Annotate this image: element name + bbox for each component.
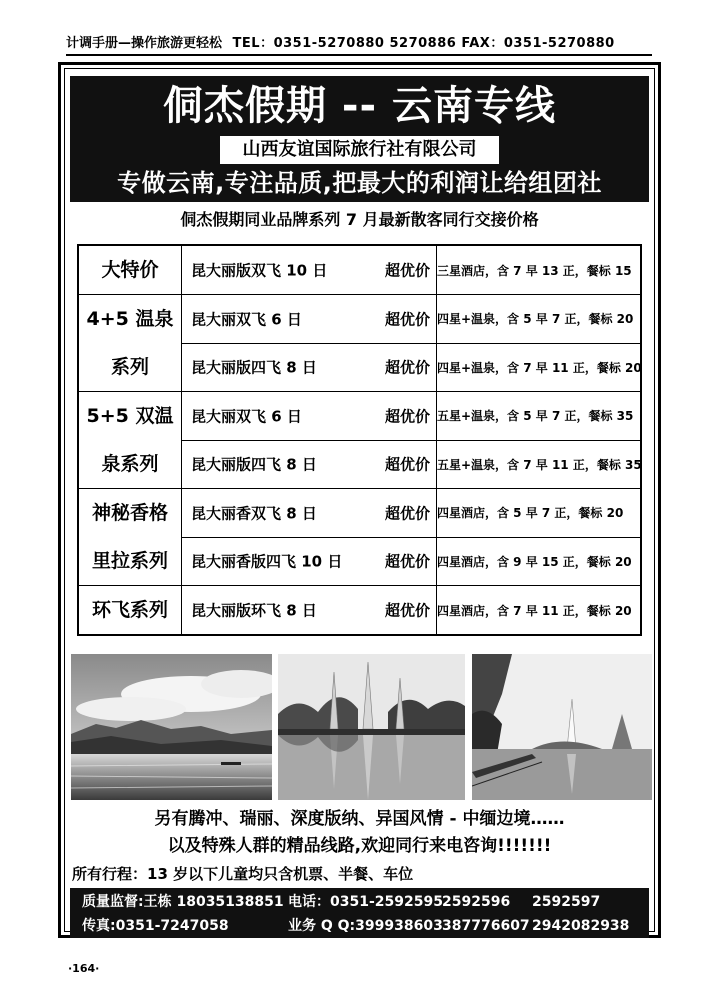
header-title: 计调手册—操作旅游更轻松 — [66, 36, 223, 51]
price-table — [77, 244, 642, 636]
company-name: 山西友谊国际旅行社有限公司 — [220, 136, 499, 164]
detail-cell: 四星酒店，含 9 早 15 正，餐标 20 — [437, 537, 642, 586]
price-label: 超优价 — [384, 504, 430, 523]
route-name: 昆大丽版四飞 8 日 — [191, 455, 317, 474]
title-banner — [70, 76, 649, 202]
phone-number-3: 2592597 — [532, 894, 601, 910]
table-row — [78, 295, 641, 344]
route-cell — [182, 489, 437, 538]
three-pagodas-photo — [278, 654, 465, 800]
route-name: 昆大丽香双飞 8 日 — [191, 504, 317, 523]
itinerary-note: 所有行程：13 岁以下儿童均只含机票、半餐、车位 — [72, 865, 414, 883]
category-label: 4+5 温泉 — [86, 308, 174, 330]
detail-cell: 三星酒店，含 7 早 13 正，餐标 15 — [437, 245, 642, 295]
route-cell — [182, 343, 437, 392]
contact-footer — [70, 888, 649, 938]
price-subtitle: 侗杰假期同业品牌系列 7 月最新散客同行交接价格 — [180, 210, 539, 229]
route-cell — [182, 586, 437, 636]
table-row — [78, 392, 641, 441]
price-label: 超优价 — [384, 552, 430, 571]
category-label: 神秘香格 — [91, 502, 168, 524]
phone-number-2: 2592596 — [442, 894, 511, 910]
phone-number: 电话：0351-2592595 — [288, 894, 443, 910]
route-cell — [182, 440, 437, 489]
qq-number-3: 2942082938 — [532, 918, 630, 934]
lakeside-tower-photo — [472, 654, 652, 800]
promo-line-2: 以及特殊人群的精品线路,欢迎同行来电咨询!!!!!!! — [167, 836, 552, 856]
category-label: 系列 — [110, 356, 149, 378]
footer-row — [70, 914, 649, 938]
qq-number: 业务 Q Q:399938603 — [288, 918, 443, 934]
lake-mountain-photo — [71, 654, 272, 800]
route-cell — [182, 392, 437, 441]
table-row — [78, 489, 641, 538]
page-header — [66, 34, 652, 56]
category-label: 5+5 双温 — [86, 405, 174, 427]
footer-row — [70, 890, 649, 914]
detail-cell: 五星+温泉，含 5 早 7 正，餐标 35 — [437, 392, 642, 441]
table-row — [78, 245, 641, 295]
route-name: 昆大丽版四飞 8 日 — [191, 358, 317, 377]
category-cell — [78, 586, 182, 636]
price-label: 超优价 — [384, 261, 430, 280]
qq-number-2: 387776607 — [442, 918, 530, 934]
detail-cell: 四星+温泉，含 5 早 7 正，餐标 20 — [437, 295, 642, 344]
route-name: 昆大丽版环飞 8 日 — [191, 601, 317, 620]
detail-cell: 五星+温泉，含 7 早 11 正，餐标 35 — [437, 440, 642, 489]
category-cell — [78, 489, 182, 586]
page-number: ·164· — [68, 962, 100, 975]
slogan: 专做云南,专注品质,把最大的利润让给组团社 — [117, 169, 602, 197]
category-cell — [78, 245, 182, 295]
price-label: 超优价 — [384, 601, 430, 620]
price-label: 超优价 — [384, 358, 430, 377]
main-title: 侗杰假期 -- 云南专线 — [162, 83, 557, 129]
category-cell — [78, 295, 182, 392]
route-name: 昆大丽双飞 6 日 — [191, 407, 302, 426]
category-label: 里拉系列 — [91, 550, 168, 572]
price-label: 超优价 — [384, 310, 430, 329]
route-cell — [182, 537, 437, 586]
table-row — [78, 586, 641, 636]
category-label: 环飞系列 — [91, 599, 168, 621]
route-cell — [182, 295, 437, 344]
price-label: 超优价 — [384, 455, 430, 474]
category-label: 大特价 — [101, 259, 159, 281]
detail-cell: 四星酒店，含 5 早 7 正，餐标 20 — [437, 489, 642, 538]
route-name: 昆大丽双飞 6 日 — [191, 310, 302, 329]
category-label: 泉系列 — [101, 453, 159, 475]
fax-number: 传真:0351-7247058 — [82, 918, 229, 934]
route-cell — [182, 245, 437, 295]
route-name: 昆大丽香版四飞 10 日 — [191, 552, 343, 571]
route-name: 昆大丽版双飞 10 日 — [191, 261, 328, 280]
header-contact: TEL：0351-5270880 5270886 FAX：0351-5270880 — [232, 36, 615, 51]
price-label: 超优价 — [384, 407, 430, 426]
detail-cell: 四星+温泉，含 7 早 11 正，餐标 20 — [437, 343, 642, 392]
promo-line-1: 另有腾冲、瑞丽、深度版纳、异国风情 - 中缅边境…… — [154, 809, 565, 829]
detail-cell: 四星酒店，含 7 早 11 正，餐标 20 — [437, 586, 642, 636]
category-cell — [78, 392, 182, 489]
quality-supervisor: 质量监督:王栋 18035138851 — [82, 894, 284, 910]
